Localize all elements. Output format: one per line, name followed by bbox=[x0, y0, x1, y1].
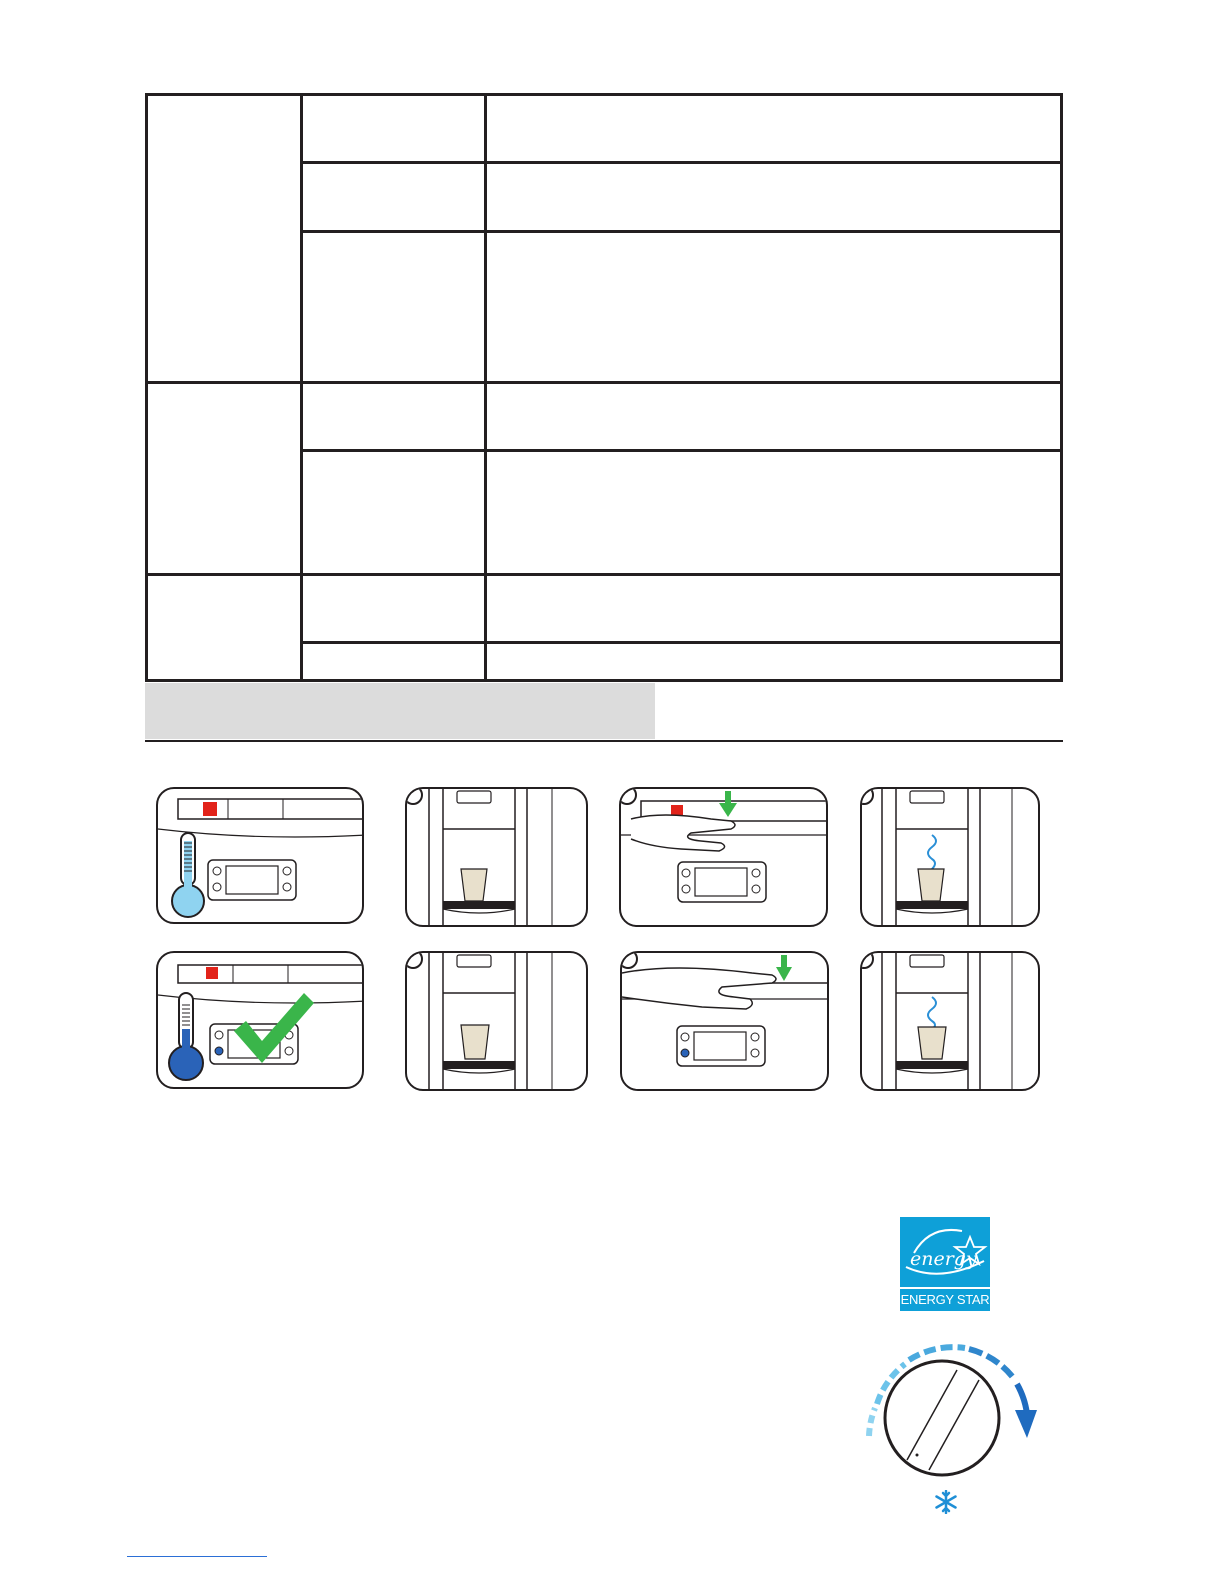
table-divider bbox=[300, 96, 303, 679]
snowflake-icon bbox=[934, 1490, 958, 1514]
table-divider bbox=[484, 96, 487, 679]
table-divider bbox=[303, 161, 1063, 164]
table-divider bbox=[303, 641, 1063, 644]
illustration-panel-press-button bbox=[620, 951, 829, 1091]
energy-script-text: energy bbox=[910, 1248, 977, 1270]
table-divider bbox=[148, 381, 1063, 384]
illustration-panel-cup-placed bbox=[405, 787, 588, 927]
illustration-panel-cup-placed bbox=[405, 951, 588, 1091]
check-icon bbox=[234, 993, 314, 1065]
down-arrow-icon bbox=[776, 955, 792, 981]
dispensing-illustration bbox=[862, 789, 1040, 927]
illustration-panel-dispensing bbox=[860, 787, 1040, 927]
illustration-panel-control-cold bbox=[156, 951, 364, 1089]
section-rule bbox=[145, 740, 1063, 742]
thermometer-icon bbox=[166, 989, 206, 1083]
press-button-illustration bbox=[622, 953, 829, 1091]
table-divider bbox=[303, 230, 1063, 233]
energy-star-script-icon bbox=[900, 1217, 990, 1289]
illustration-panel-press-button bbox=[619, 787, 828, 927]
dispensing-illustration bbox=[862, 953, 1040, 1091]
table-divider bbox=[148, 573, 1063, 576]
spec-table bbox=[145, 93, 1063, 682]
illustration-panel-dispensing bbox=[860, 951, 1040, 1091]
footer-link-underline bbox=[127, 1556, 267, 1557]
thermometer-icon bbox=[168, 829, 208, 919]
dispenser-illustration bbox=[407, 789, 588, 927]
down-arrow-icon bbox=[719, 791, 737, 817]
dispenser-illustration bbox=[407, 953, 588, 1091]
energy-star-logo bbox=[900, 1217, 990, 1311]
table-divider bbox=[303, 449, 1063, 452]
illustration-panel-control-warm bbox=[156, 787, 364, 924]
section-header-band bbox=[145, 683, 655, 739]
energy-star-label: ENERGY STAR bbox=[900, 1292, 990, 1307]
